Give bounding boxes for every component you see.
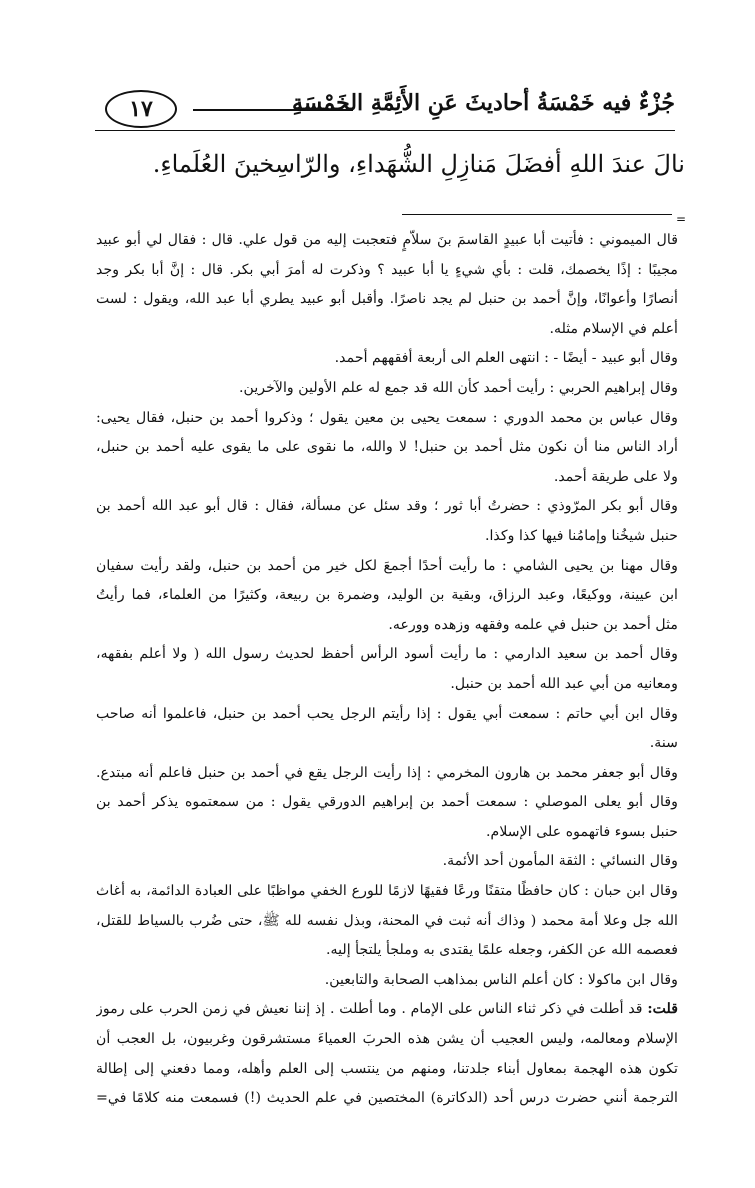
footnote-line: [96, 1084, 678, 1114]
footnote-text: فعصمه الله عن الكفر، وجعله علمًا يقتدى به وملجأ يلتجأ إليه.: [325, 942, 678, 959]
footnote-line: [96, 522, 678, 552]
main-text: نالَ عندَ اللهِ أفضَلَ مَنازِلِ الشُّهَداءِ، والرّاسِخينَ العُلَماءِ.: [152, 150, 685, 178]
footnote-text: تكون هذه الهجمة بمعاول أبناء جلدتنا، ومنهم من ينتسب إلى العلم وأهله، ومما دفعني إلى إطالة: [96, 1060, 678, 1077]
footnote-line: [96, 907, 678, 937]
footnote-line: [96, 788, 678, 818]
footnote-line: [96, 552, 678, 582]
footnote-text: وقال إبراهيم الحربي : رأيت أحمد كأن الله قد جمع له علم الأولين والآخرين.: [239, 379, 678, 396]
footnote-line: [96, 729, 678, 759]
footnote-text: قال الميموني : فأتيت أبا عبيدٍ القاسمَ بنَ سلاّمٍ فتعجبت إليه من قول علي. قال : فقال لي أبو عبيد: [96, 232, 678, 248]
footnote-text: وقال أبو بكر المرّوذي : حضرتُ أبا ثور ؛ وقد سئل عن مسألة، فقال : قال أبو عبد الله أحمد بن: [96, 498, 678, 515]
footnote-text: وقال عباس بن محمد الدوري : سمعت يحيى بن معين يقول ؛ وذكروا أحمد بن حنبل، فقال يحيى:: [96, 409, 678, 426]
footnote-line: [96, 611, 678, 641]
footnote-line: [96, 847, 678, 877]
footnote-text: وقال أحمد بن سعيد الدارمي : ما رأيت أسود الرأس أحفظ لحديث رسول الله ( ولا أعلم بفقهه،: [96, 646, 678, 663]
footnote-line: [96, 936, 678, 966]
footnote-text: أنصارًا وأعوانًا، وإنَّ أحمد بن حنبل لم يجد ناصرًا. وأقبل أبو عبيد يطري أبا عبد الله، ويقول : لست: [96, 291, 678, 308]
footnote-text: وقال ابن ماكولا : كان أعلم الناس بمذاهب الصحابة والتابعين.: [324, 971, 678, 988]
footnote-line: [96, 670, 678, 700]
footnote-text: وقال أبو يعلى الموصلي : سمعت أحمد بن إبراهيم الدورقي يقول : من سمعتموه يذكر أحمد بن: [96, 794, 678, 811]
footnote-line: [96, 966, 678, 996]
footnote-line: [96, 640, 678, 670]
page-number: ١٧: [105, 90, 177, 128]
footnote-line: [96, 492, 678, 522]
page-header: [95, 88, 675, 132]
footnote-separator: [402, 214, 672, 215]
footnote-text: حنبل بسوء فاتهموه على الإسلام.: [486, 823, 678, 840]
footnote-text: قد أطلت في ذكر ثناء الناس على الإمام . وما أطلت . إذ إننا نعيش في زمن الحرب على رموز: [96, 1001, 648, 1018]
footnote-text: وقال ابن حبان : كان حافظًا متقنًا ورعًا فقيهًا لازمًا للورع الخفي مواظبًا على العبادة الدائمة، به أغاث: [96, 883, 678, 900]
footnote-text: مثل أحمد بن حنبل في علمه وفقهه وزهده وورعه.: [388, 616, 678, 633]
footnote-continuation-marker: =: [676, 212, 687, 226]
footnote-text: وقال النسائي : الثقة المأمون أحد الأئمة.: [442, 853, 678, 870]
footnote-text: وقال ابن أبي حاتم : سمعت أبي يقول : إذا رأيتم الرجل يحب أحمد بن حنبل، فاعلموا أنه صاحب: [96, 705, 678, 722]
footnote-line: [96, 404, 678, 434]
footnote-text: حنبل شيخُنا وإمامُنا فيها كذا وكذا.: [484, 527, 678, 544]
footnote-text: أراد الناس منا أن نكون مثل أحمد بن حنبل! لا والله، ما نقوى على ما يقوى عليه أحمد بن حنبل،: [96, 439, 678, 456]
header-title: جُزْءٌ فيه خَمْسَةُ أحاديثَ عَنِ الأَئِمَّةِ الخَمْسَةِ: [292, 90, 675, 116]
footnote-lead: قلت:: [647, 1001, 678, 1018]
footnote-line: [96, 818, 678, 848]
footnote-line: [96, 226, 678, 256]
footnote-line: [96, 1055, 678, 1085]
footnote-text: الترجمة أنني حضرت درس أحد (الدكاترة) المختصين في علم الحديث (!) فسمعت منه كلامًا في=: [96, 1090, 678, 1107]
footnote-line: [96, 581, 678, 611]
footnote-text: ومعانيه من أبي عبد الله أحمد بن حنبل.: [450, 675, 678, 692]
footnote-line: [96, 700, 678, 730]
footnote-text: وقال مهنا بن يحيى الشامي : ما رأيت أحدًا أجمعَ لكل خير من أحمد بن حنبل، ولقد رأيت سفيان: [96, 557, 678, 574]
footnote-text: أعلم في الإسلام مثله.: [549, 320, 678, 337]
footnote-line: [96, 315, 678, 345]
footnote-text: الإسلام ومعالمه، وليس العجيب أن يشن هذه الحربَ العمياءَ مستشرقون وغربيون، بل العجب أن: [96, 1031, 678, 1048]
footnote-line: [96, 463, 678, 493]
footnote-text: سنة.: [649, 735, 678, 752]
footnote-line: [96, 1025, 678, 1055]
footnote-line: [96, 877, 678, 907]
footnote-text: وقال أبو جعفر محمد بن هارون المخرمي : إذا رأيت الرجل يقع في أحمد بن حنبل فاعلم أنه مبتدع.: [96, 764, 678, 781]
footnotes: [96, 226, 678, 1114]
header-divider: [95, 130, 675, 131]
footnote-line: [96, 995, 678, 1025]
footnote-line: [96, 759, 678, 789]
footnote-text: الله جل وعلا أمة محمد ( وذاك أنه ثبت في المحنة، وبذل نفسه لله ﷺ، حتى ضُرب بالسياط للقتل،: [96, 912, 678, 929]
footnote-line: [96, 344, 678, 374]
footnote-text: ولا على طريقة أحمد.: [553, 468, 678, 485]
footnote-text: ابن عيينة، ووكيعًا، وعبد الرزاق، وبقية بن الوليد، وضمرة بن ربيعة، وكثيرًا من العلماء، فما رأيتُ: [96, 587, 678, 604]
footnote-line: [96, 433, 678, 463]
footnote-line: [96, 285, 678, 315]
footnote-text: وقال أبو عبيد - أيضًا - : انتهى العلم الى أربعة أفقههم أحمد.: [334, 350, 678, 367]
footnote-line: [96, 374, 678, 404]
footnote-line: [96, 256, 678, 286]
footnote-text: مجيبًا : إذًا يخصمك، قلت : بأي شيءٍ يا أبا عبيد ؟ وذكرت له أمرَ أبي بكر. قال : إنَّ أبا بكر وجد: [96, 261, 678, 278]
